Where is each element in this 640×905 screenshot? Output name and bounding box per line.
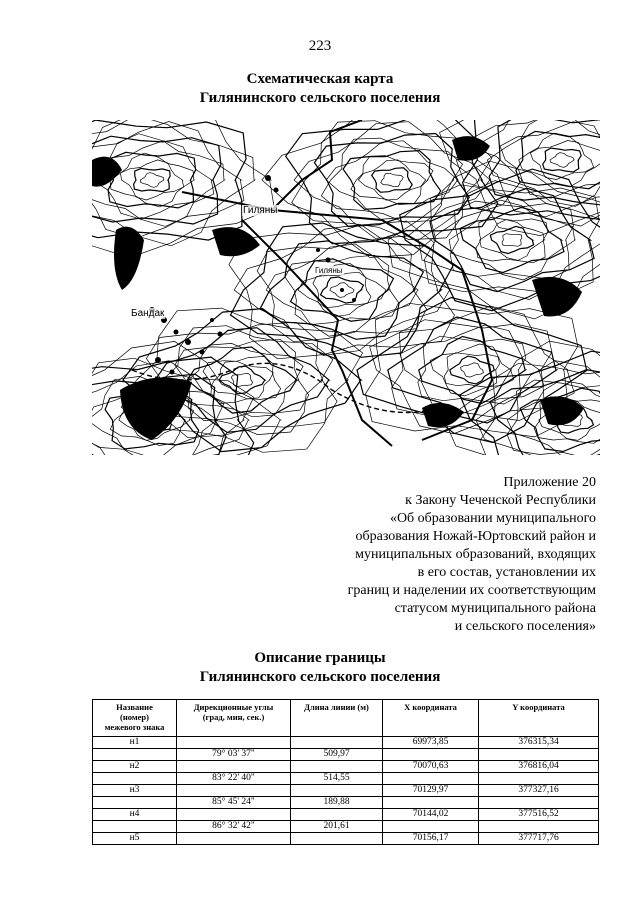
header-angles: Дирекционные углы (град, мин, сек.): [177, 700, 291, 737]
table-row: [93, 785, 599, 797]
appendix-line: статусом муниципального района: [394, 601, 596, 616]
table-row: [93, 773, 599, 785]
cell-y: 376816,04: [479, 761, 599, 773]
header-y: Y координата: [479, 700, 599, 737]
cell-angle: [177, 809, 291, 821]
cell-length: 201,61: [291, 821, 383, 833]
map-title-line-1: Схематическая карта: [246, 71, 394, 87]
cell-name: н4: [93, 809, 177, 821]
table-row: [93, 833, 599, 845]
table-row: [93, 821, 599, 833]
cell-name: н1: [93, 737, 177, 749]
appendix-line: границ и наделении их соответствующим: [347, 583, 596, 598]
cell-x: 69973,85: [383, 737, 479, 749]
map-label-bandak: Бандак: [131, 308, 165, 319]
header-name: Название (номер) межевого знака: [93, 700, 177, 737]
cell-angle: [177, 761, 291, 773]
cell-y: 377327,16: [479, 785, 599, 797]
cell-y: [479, 773, 599, 785]
cell-y: 377516,52: [479, 809, 599, 821]
cell-length: [291, 833, 383, 845]
cell-name: [93, 797, 177, 809]
cell-length: [291, 809, 383, 821]
map-label-gilyany-small: Гиляны: [315, 266, 343, 275]
cell-angle: 85° 45' 24": [177, 797, 291, 809]
cell-x: [383, 749, 479, 761]
appendix-line: Приложение 20: [503, 475, 596, 490]
appendix-line: муниципальных образований, входящих: [355, 547, 596, 562]
map-title-line-2: Гилянинского сельского поселения: [199, 90, 441, 106]
schematic-map: [92, 120, 600, 455]
cell-y: [479, 797, 599, 809]
cell-angle: 79° 03' 37": [177, 749, 291, 761]
header-x: X координата: [383, 700, 479, 737]
appendix-note: [266, 474, 596, 636]
map-title: [0, 70, 640, 108]
cell-angle: [177, 833, 291, 845]
cell-x: [383, 797, 479, 809]
cell-x: [383, 773, 479, 785]
cell-length: 514,55: [291, 773, 383, 785]
cell-y: [479, 749, 599, 761]
cell-x: 70156,17: [383, 833, 479, 845]
cell-length: 509,97: [291, 749, 383, 761]
cell-y: 377717,76: [479, 833, 599, 845]
appendix-line: в его состав, установлении их: [417, 565, 596, 580]
boundary-title-line-2: Гилянинского сельского поселения: [199, 669, 441, 685]
boundary-title: [0, 649, 640, 687]
cell-y: [479, 821, 599, 833]
appendix-line: и сельского поселения»: [454, 619, 596, 634]
cell-name: н3: [93, 785, 177, 797]
cell-x: [383, 821, 479, 833]
header-length: Длина линии (м): [291, 700, 383, 737]
appendix-line: к Закону Чеченской Республики: [405, 493, 596, 508]
cell-angle: [177, 737, 291, 749]
cell-angle: 86° 32' 42": [177, 821, 291, 833]
cell-length: 189,88: [291, 797, 383, 809]
map-label-gilyany: Гиляны: [243, 205, 278, 216]
cell-length: [291, 761, 383, 773]
appendix-line: образования Ножай-Юртовский район и: [355, 529, 596, 544]
table-header-row: [93, 700, 599, 737]
table-row: [93, 797, 599, 809]
cell-name: н5: [93, 833, 177, 845]
cell-length: [291, 737, 383, 749]
cell-name: н2: [93, 761, 177, 773]
boundary-table: [92, 699, 599, 845]
cell-name: [93, 821, 177, 833]
cell-name: [93, 749, 177, 761]
table-row: [93, 809, 599, 821]
cell-angle: [177, 785, 291, 797]
cell-name: [93, 773, 177, 785]
page-number: 223: [308, 38, 332, 54]
boundary-title-line-1: Описание границы: [254, 650, 386, 666]
table-row: [93, 749, 599, 761]
cell-angle: 83° 22' 40": [177, 773, 291, 785]
map-drawing: [92, 120, 600, 455]
cell-y: 376315,34: [479, 737, 599, 749]
appendix-line: «Об образовании муниципального: [389, 511, 596, 526]
cell-x: 70144,02: [383, 809, 479, 821]
table-row: [93, 737, 599, 749]
table-row: [93, 761, 599, 773]
cell-x: 70129,97: [383, 785, 479, 797]
cell-length: [291, 785, 383, 797]
cell-x: 70070,63: [383, 761, 479, 773]
